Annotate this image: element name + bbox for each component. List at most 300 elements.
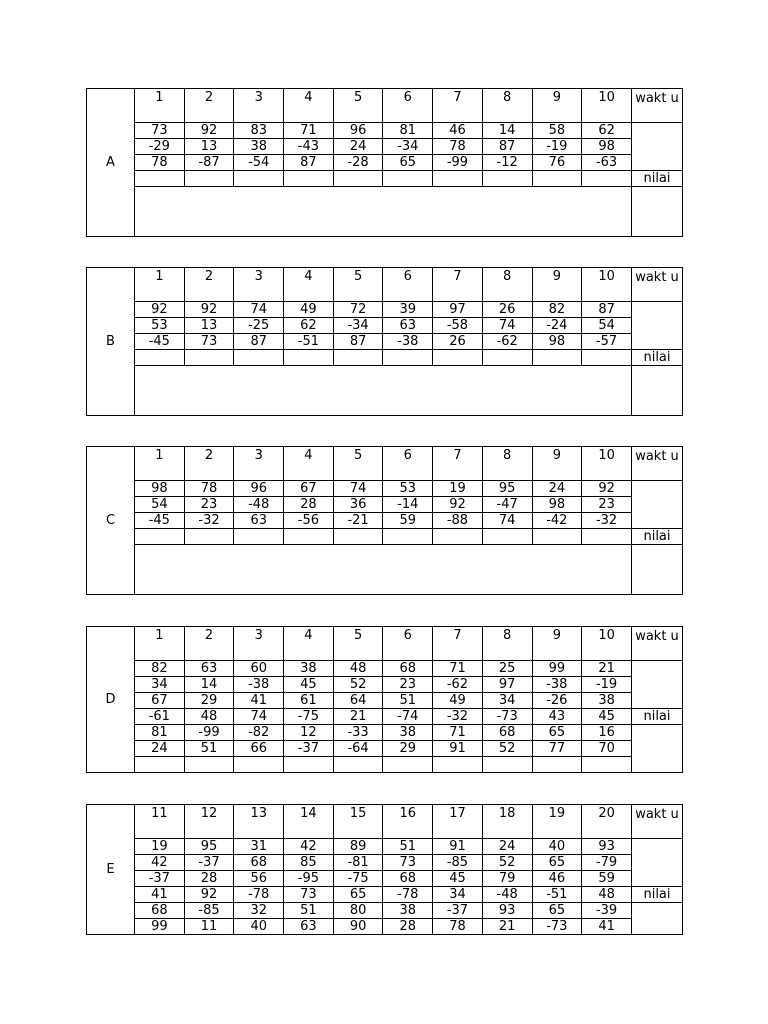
table-row <box>87 693 683 709</box>
column-number: 4 <box>284 89 334 123</box>
column-number: 2 <box>184 268 234 302</box>
number-cell: -62 <box>482 334 532 350</box>
number-cell: 73 <box>135 123 185 139</box>
block-label: B <box>87 268 135 416</box>
number-cell: -29 <box>135 139 185 155</box>
nilai-answer-cell <box>632 545 683 595</box>
number-cell: 92 <box>135 302 185 318</box>
answer-cell <box>433 529 483 545</box>
number-cell: 82 <box>532 302 582 318</box>
answer-cell <box>234 171 284 187</box>
column-number: 8 <box>482 627 532 661</box>
number-cell: -37 <box>284 741 334 757</box>
answer-cell <box>482 171 532 187</box>
column-number: 3 <box>234 268 284 302</box>
column-number: 8 <box>482 268 532 302</box>
column-number: 7 <box>433 89 483 123</box>
waktu-label: wakt u <box>632 89 683 123</box>
answer-cell <box>333 350 383 366</box>
table-row <box>87 497 683 513</box>
number-cell: 59 <box>582 871 632 887</box>
number-cell: 64 <box>333 693 383 709</box>
answer-cell <box>234 350 284 366</box>
column-number: 1 <box>135 89 185 123</box>
number-cell: 66 <box>234 741 284 757</box>
number-cell: 70 <box>582 741 632 757</box>
number-cell: 67 <box>284 481 334 497</box>
column-number: 6 <box>383 447 433 481</box>
column-number: 19 <box>532 805 582 839</box>
number-cell: 73 <box>184 334 234 350</box>
number-cell: 45 <box>582 709 632 725</box>
number-cell: 51 <box>284 903 334 919</box>
number-cell: 43 <box>532 709 582 725</box>
number-cell: -75 <box>333 871 383 887</box>
block-label: E <box>87 805 135 935</box>
number-cell: 16 <box>582 725 632 741</box>
column-number: 3 <box>234 627 284 661</box>
column-number: 17 <box>433 805 483 839</box>
number-cell: -32 <box>184 513 234 529</box>
number-cell: -57 <box>582 334 632 350</box>
exercise-block-b <box>86 267 683 416</box>
waktu-label: wakt u <box>632 268 683 302</box>
number-cell: 40 <box>532 839 582 855</box>
table-row <box>87 887 683 903</box>
column-number: 5 <box>333 89 383 123</box>
number-cell: 74 <box>234 709 284 725</box>
number-cell: 72 <box>333 302 383 318</box>
answer-cell <box>532 529 582 545</box>
number-cell: 39 <box>383 302 433 318</box>
column-number: 1 <box>135 447 185 481</box>
table-row <box>87 709 683 725</box>
number-cell: 23 <box>582 497 632 513</box>
column-number: 4 <box>284 627 334 661</box>
table-row <box>87 139 683 155</box>
answer-cell <box>582 529 632 545</box>
number-cell: 99 <box>135 919 185 935</box>
column-number: 11 <box>135 805 185 839</box>
nilai-label: nilai <box>632 709 683 725</box>
answer-cell <box>582 171 632 187</box>
block-label: A <box>87 89 135 237</box>
number-cell: 73 <box>383 855 433 871</box>
column-number: 9 <box>532 447 582 481</box>
column-number: 4 <box>284 268 334 302</box>
number-cell: -32 <box>582 513 632 529</box>
column-number: 2 <box>184 89 234 123</box>
number-cell: 89 <box>333 839 383 855</box>
block-label: C <box>87 447 135 595</box>
number-cell: -48 <box>482 887 532 903</box>
number-cell: 48 <box>582 887 632 903</box>
number-cell: -47 <box>482 497 532 513</box>
number-cell: 62 <box>284 318 334 334</box>
number-cell: 78 <box>433 919 483 935</box>
answer-box-row <box>87 545 683 595</box>
blank-answer-row <box>87 529 683 545</box>
number-cell: -21 <box>333 513 383 529</box>
number-cell: 97 <box>482 677 532 693</box>
number-cell: 41 <box>582 919 632 935</box>
answer-cell <box>482 350 532 366</box>
answer-cell <box>284 171 334 187</box>
number-cell: 63 <box>234 513 284 529</box>
number-cell: 78 <box>184 481 234 497</box>
waktu-label: wakt u <box>632 805 683 839</box>
number-cell: 92 <box>184 887 234 903</box>
column-number: 9 <box>532 89 582 123</box>
column-number: 9 <box>532 627 582 661</box>
column-number: 10 <box>582 89 632 123</box>
number-cell: -82 <box>234 725 284 741</box>
answer-box-row <box>87 187 683 237</box>
number-cell: 95 <box>184 839 234 855</box>
number-cell: 87 <box>333 334 383 350</box>
exercise-table <box>86 88 683 237</box>
number-cell: -79 <box>582 855 632 871</box>
answer-box <box>135 366 632 416</box>
number-cell: 32 <box>234 903 284 919</box>
number-cell: 87 <box>582 302 632 318</box>
table-row <box>87 839 683 855</box>
answer-cell <box>383 757 433 773</box>
number-cell: 28 <box>184 871 234 887</box>
number-cell: 80 <box>333 903 383 919</box>
number-cell: 65 <box>383 155 433 171</box>
column-number: 20 <box>582 805 632 839</box>
number-cell: 36 <box>333 497 383 513</box>
nilai-answer-cell <box>632 903 683 935</box>
number-cell: -61 <box>135 709 185 725</box>
number-cell: 63 <box>383 318 433 334</box>
number-cell: -37 <box>433 903 483 919</box>
answer-box <box>135 187 632 237</box>
number-cell: 45 <box>433 871 483 887</box>
table-row <box>87 513 683 529</box>
number-cell: 24 <box>482 839 532 855</box>
number-cell: 63 <box>184 661 234 677</box>
answer-cell <box>582 350 632 366</box>
table-row <box>87 661 683 677</box>
number-cell: 98 <box>582 139 632 155</box>
answer-cell <box>532 757 582 773</box>
answer-cell <box>284 529 334 545</box>
number-cell: -37 <box>135 871 185 887</box>
number-cell: -99 <box>433 155 483 171</box>
column-number: 5 <box>333 627 383 661</box>
number-cell: 45 <box>284 677 334 693</box>
number-cell: 74 <box>333 481 383 497</box>
number-cell: -85 <box>433 855 483 871</box>
answer-cell <box>184 757 234 773</box>
number-cell: 92 <box>184 302 234 318</box>
column-number: 8 <box>482 89 532 123</box>
number-cell: 46 <box>433 123 483 139</box>
column-number: 6 <box>383 89 433 123</box>
number-cell: 98 <box>532 497 582 513</box>
number-cell: -78 <box>383 887 433 903</box>
column-number: 14 <box>284 805 334 839</box>
number-cell: 65 <box>532 855 582 871</box>
number-cell: -37 <box>184 855 234 871</box>
answer-cell <box>234 529 284 545</box>
answer-box-row <box>87 366 683 416</box>
table-row <box>87 903 683 919</box>
number-cell: 21 <box>482 919 532 935</box>
blank-answer-row <box>87 350 683 366</box>
number-cell: -28 <box>333 155 383 171</box>
number-cell: 12 <box>284 725 334 741</box>
number-cell: -33 <box>333 725 383 741</box>
number-cell: 51 <box>184 741 234 757</box>
number-cell: -19 <box>532 139 582 155</box>
number-cell: 54 <box>582 318 632 334</box>
waktu-answer-cell <box>632 302 683 350</box>
number-cell: 23 <box>383 677 433 693</box>
number-cell: 91 <box>433 741 483 757</box>
number-cell: 77 <box>532 741 582 757</box>
number-cell: 41 <box>234 693 284 709</box>
column-number: 7 <box>433 447 483 481</box>
number-cell: 74 <box>234 302 284 318</box>
number-cell: -73 <box>482 709 532 725</box>
header-row <box>87 447 683 481</box>
answer-box <box>135 545 632 595</box>
number-cell: -38 <box>234 677 284 693</box>
number-cell: -48 <box>234 497 284 513</box>
answer-cell <box>383 350 433 366</box>
column-number: 6 <box>383 268 433 302</box>
number-cell: 48 <box>333 661 383 677</box>
nilai-label: nilai <box>632 887 683 903</box>
number-cell: -73 <box>532 919 582 935</box>
number-cell: 40 <box>234 919 284 935</box>
table-row <box>87 334 683 350</box>
number-cell: 91 <box>433 839 483 855</box>
table-row <box>87 481 683 497</box>
number-cell: 74 <box>482 513 532 529</box>
number-cell: 28 <box>383 919 433 935</box>
number-cell: 29 <box>383 741 433 757</box>
number-cell: -64 <box>333 741 383 757</box>
answer-cell <box>333 757 383 773</box>
number-cell: -63 <box>582 155 632 171</box>
number-cell: -38 <box>383 334 433 350</box>
number-cell: -19 <box>582 677 632 693</box>
number-cell: 46 <box>532 871 582 887</box>
column-number: 13 <box>234 805 284 839</box>
number-cell: 92 <box>184 123 234 139</box>
number-cell: 60 <box>234 661 284 677</box>
answer-cell <box>184 350 234 366</box>
column-number: 7 <box>433 627 483 661</box>
number-cell: 96 <box>234 481 284 497</box>
number-cell: -34 <box>383 139 433 155</box>
number-cell: 51 <box>383 839 433 855</box>
waktu-answer-cell <box>632 661 683 709</box>
answer-cell <box>284 350 334 366</box>
number-cell: 14 <box>184 677 234 693</box>
number-cell: 19 <box>135 839 185 855</box>
table-row <box>87 302 683 318</box>
number-cell: -12 <box>482 155 532 171</box>
header-row <box>87 805 683 839</box>
column-number: 12 <box>184 805 234 839</box>
number-cell: 78 <box>433 139 483 155</box>
number-cell: 54 <box>135 497 185 513</box>
number-cell: 34 <box>433 887 483 903</box>
number-cell: 49 <box>284 302 334 318</box>
answer-cell <box>482 757 532 773</box>
column-number: 1 <box>135 268 185 302</box>
number-cell: 26 <box>433 334 483 350</box>
blank-answer-row <box>87 171 683 187</box>
column-number: 3 <box>234 447 284 481</box>
answer-cell <box>135 350 185 366</box>
answer-cell <box>333 529 383 545</box>
number-cell: 81 <box>135 725 185 741</box>
answer-cell <box>383 529 433 545</box>
number-cell: -88 <box>433 513 483 529</box>
number-cell: 25 <box>482 661 532 677</box>
number-cell: -14 <box>383 497 433 513</box>
column-number: 8 <box>482 447 532 481</box>
answer-cell <box>532 350 582 366</box>
answer-cell <box>433 350 483 366</box>
number-cell: 92 <box>582 481 632 497</box>
number-cell: -81 <box>333 855 383 871</box>
exercise-table <box>86 626 683 773</box>
answer-cell <box>383 171 433 187</box>
number-cell: 68 <box>383 661 433 677</box>
answer-cell <box>284 757 334 773</box>
number-cell: 34 <box>482 693 532 709</box>
table-row <box>87 677 683 693</box>
header-row <box>87 268 683 302</box>
exercise-table <box>86 267 683 416</box>
number-cell: 38 <box>582 693 632 709</box>
number-cell: -95 <box>284 871 334 887</box>
number-cell: 41 <box>135 887 185 903</box>
answer-cell <box>135 171 185 187</box>
number-cell: -25 <box>234 318 284 334</box>
nilai-label: nilai <box>632 171 683 187</box>
number-cell: 98 <box>532 334 582 350</box>
number-cell: -45 <box>135 513 185 529</box>
answer-cell <box>482 529 532 545</box>
column-number: 15 <box>333 805 383 839</box>
block-label: D <box>87 627 135 773</box>
answer-cell <box>433 171 483 187</box>
column-number: 10 <box>582 268 632 302</box>
number-cell: 52 <box>333 677 383 693</box>
answer-cell <box>532 171 582 187</box>
table-row <box>87 855 683 871</box>
number-cell: 59 <box>383 513 433 529</box>
number-cell: -32 <box>433 709 483 725</box>
answer-cell <box>135 757 185 773</box>
column-number: 10 <box>582 627 632 661</box>
number-cell: 38 <box>284 661 334 677</box>
number-cell: -39 <box>582 903 632 919</box>
answer-cell <box>333 171 383 187</box>
number-cell: 62 <box>582 123 632 139</box>
number-cell: 71 <box>433 725 483 741</box>
number-cell: 87 <box>482 139 532 155</box>
header-row <box>87 627 683 661</box>
waktu-label: wakt u <box>632 447 683 481</box>
number-cell: -51 <box>532 887 582 903</box>
number-cell: 61 <box>284 693 334 709</box>
number-cell: 53 <box>383 481 433 497</box>
number-cell: -74 <box>383 709 433 725</box>
number-cell: 42 <box>284 839 334 855</box>
number-cell: 26 <box>482 302 532 318</box>
number-cell: 82 <box>135 661 185 677</box>
number-cell: -42 <box>532 513 582 529</box>
number-cell: 38 <box>234 139 284 155</box>
number-cell: -51 <box>284 334 334 350</box>
number-cell: 68 <box>482 725 532 741</box>
blank-answer-row <box>87 757 683 773</box>
number-cell: 92 <box>433 497 483 513</box>
table-row <box>87 123 683 139</box>
exercise-table <box>86 804 683 935</box>
number-cell: 71 <box>284 123 334 139</box>
waktu-answer-cell <box>632 123 683 171</box>
number-cell: 81 <box>383 123 433 139</box>
column-number: 4 <box>284 447 334 481</box>
number-cell: 87 <box>234 334 284 350</box>
table-row <box>87 741 683 757</box>
number-cell: -45 <box>135 334 185 350</box>
column-number: 18 <box>482 805 532 839</box>
column-number: 7 <box>433 268 483 302</box>
number-cell: -62 <box>433 677 483 693</box>
answer-cell <box>582 757 632 773</box>
waktu-label: wakt u <box>632 627 683 661</box>
number-cell: 87 <box>284 155 334 171</box>
number-cell: 68 <box>383 871 433 887</box>
column-number: 2 <box>184 447 234 481</box>
number-cell: 65 <box>532 725 582 741</box>
column-number: 3 <box>234 89 284 123</box>
table-row <box>87 318 683 334</box>
number-cell: -99 <box>184 725 234 741</box>
number-cell: 38 <box>383 725 433 741</box>
number-cell: 29 <box>184 693 234 709</box>
number-cell: 52 <box>482 855 532 871</box>
column-number: 9 <box>532 268 582 302</box>
number-cell: 58 <box>532 123 582 139</box>
number-cell: 98 <box>135 481 185 497</box>
number-cell: -56 <box>284 513 334 529</box>
exercise-block-d <box>86 626 683 773</box>
number-cell: 34 <box>135 677 185 693</box>
number-cell: 31 <box>234 839 284 855</box>
number-cell: -78 <box>234 887 284 903</box>
answer-cell <box>433 757 483 773</box>
number-cell: 56 <box>234 871 284 887</box>
number-cell: 78 <box>135 155 185 171</box>
number-cell: 42 <box>135 855 185 871</box>
number-cell: -54 <box>234 155 284 171</box>
number-cell: 93 <box>482 903 532 919</box>
number-cell: 19 <box>433 481 483 497</box>
waktu-answer-cell <box>632 481 683 529</box>
